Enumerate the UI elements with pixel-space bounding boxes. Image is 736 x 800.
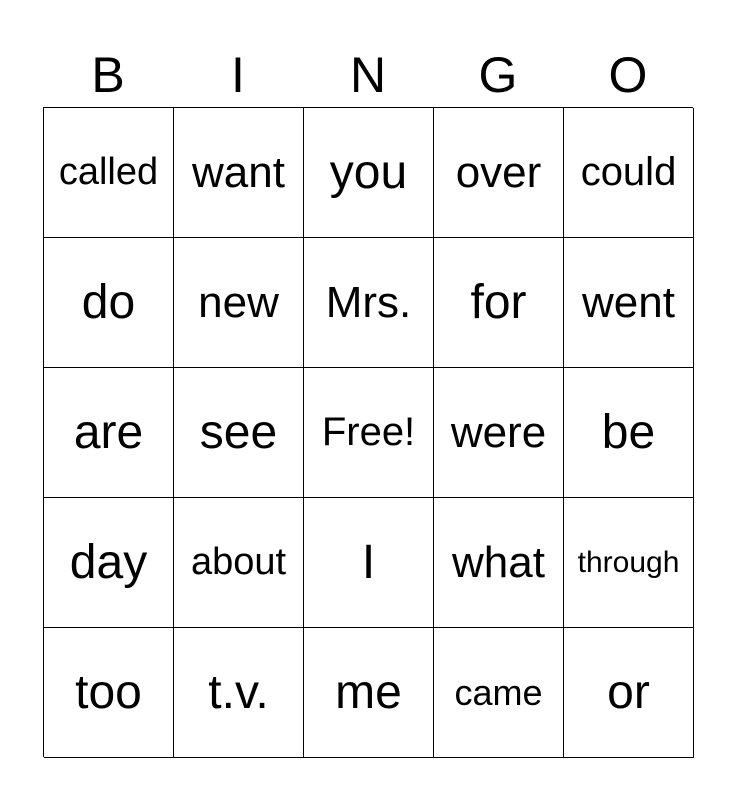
header-letter-o: O [608,47,648,103]
bingo-cell: over [434,108,564,238]
bingo-cell: for [434,238,564,368]
bingo-header [43,44,693,106]
bingo-cell: too [44,628,174,758]
bingo-cell: called [44,108,174,238]
header-letter-b: B [91,47,125,103]
bingo-cell: new [174,238,304,368]
bingo-cell: I [304,498,434,628]
header-letter-n: N [349,47,387,103]
bingo-cell: through [564,498,694,628]
bingo-cell: be [564,368,694,498]
bingo-cell: went [564,238,694,368]
bingo-cell: were [434,368,564,498]
bingo-board [43,107,693,757]
bingo-cell: Mrs. [304,238,434,368]
bingo-cell: you [304,108,434,238]
bingo-cell: me [304,628,434,758]
bingo-cell: day [44,498,174,628]
bingo-cell: or [564,628,694,758]
bingo-cell: want [174,108,304,238]
bingo-cell: what [434,498,564,628]
bingo-cell: see [174,368,304,498]
bingo-cell: came [434,628,564,758]
free-space: Free! [304,368,434,498]
bingo-cell: about [174,498,304,628]
bingo-cell: t.v. [174,628,304,758]
header-letter-g: G [478,47,518,103]
bingo-cell: are [44,368,174,498]
bingo-cell: do [44,238,174,368]
bingo-cell: could [564,108,694,238]
header-letter-i: I [231,47,245,103]
